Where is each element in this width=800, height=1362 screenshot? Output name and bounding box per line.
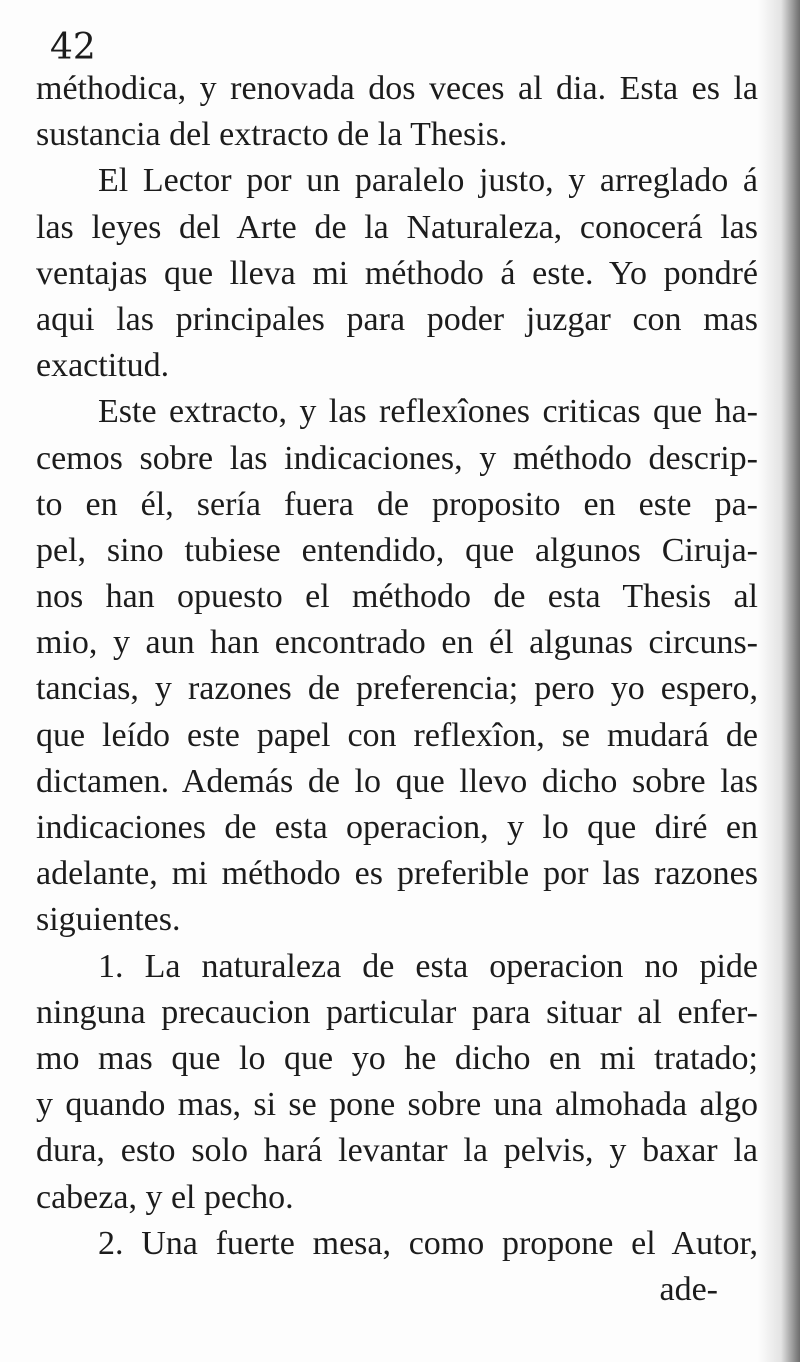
text-line: dura, esto solo hará levantar la pelvis, y baxar la <box>36 1132 758 1170</box>
text-line: indicaciones de esta operacion, y lo que diré en <box>36 809 758 846</box>
text-line: pel, sino tubiese entendido, que algunos Ciruja- <box>36 531 758 569</box>
text-line: aqui las principales para poder juzgar con mas <box>36 300 758 338</box>
page-number: 42 <box>50 27 96 68</box>
text-line: to en él, sería fuera de proposito en este pa- <box>36 485 758 523</box>
text-line: dictamen. Además de lo que llevo dicho sobre las <box>36 762 758 800</box>
text-line: mo mas que lo que yo he dicho en mi tratado; <box>36 1039 758 1077</box>
text-line: ventajas que lleva mi méthodo á este. Yo pondré <box>36 254 758 292</box>
page-edge-shadow <box>758 0 800 1362</box>
catchword: ade- <box>659 1270 718 1308</box>
text-line: méthodica, y renovada dos veces al dia. Esta es la <box>36 70 758 107</box>
text-line: nos han opuesto el méthodo de esta Thesis al <box>36 578 758 616</box>
text-line: que leído este papel con reflexîon, se mudará de <box>36 716 758 754</box>
text-line: adelante, mi méthodo es preferible por las razones <box>36 855 758 893</box>
text-line: tancias, y razones de preferencia; pero yo espero, <box>36 670 758 708</box>
body-text <box>36 66 758 1313</box>
text-line: ninguna precaucion particular para situar al enfer- <box>36 993 758 1031</box>
text-line: El Lector por un paralelo justo, y arreglado á <box>98 162 758 200</box>
text-line: mio, y aun han encontrado en él algunas circuns- <box>36 624 758 662</box>
numbered-item-line: 2. Una fuerte mesa, como propone el Autor, <box>98 1224 758 1262</box>
text-line: sustancia del extracto de la Thesis. <box>36 116 508 154</box>
text-line: exactitud. <box>36 347 170 385</box>
text-line: Este extracto, y las reflexîones criticas que ha- <box>98 393 758 431</box>
text-line: y quando mas, si se pone sobre una almohada algo <box>36 1086 758 1124</box>
text-line: cemos sobre las indicaciones, y méthodo descrip- <box>36 439 758 477</box>
text-line: las leyes del Arte de la Naturaleza, conocerá las <box>36 208 758 246</box>
text-line: siguientes. <box>36 901 181 939</box>
text-line: cabeza, y el pecho. <box>36 1178 294 1216</box>
numbered-item-line: 1. La naturaleza de esta operacion no pide <box>98 947 758 985</box>
